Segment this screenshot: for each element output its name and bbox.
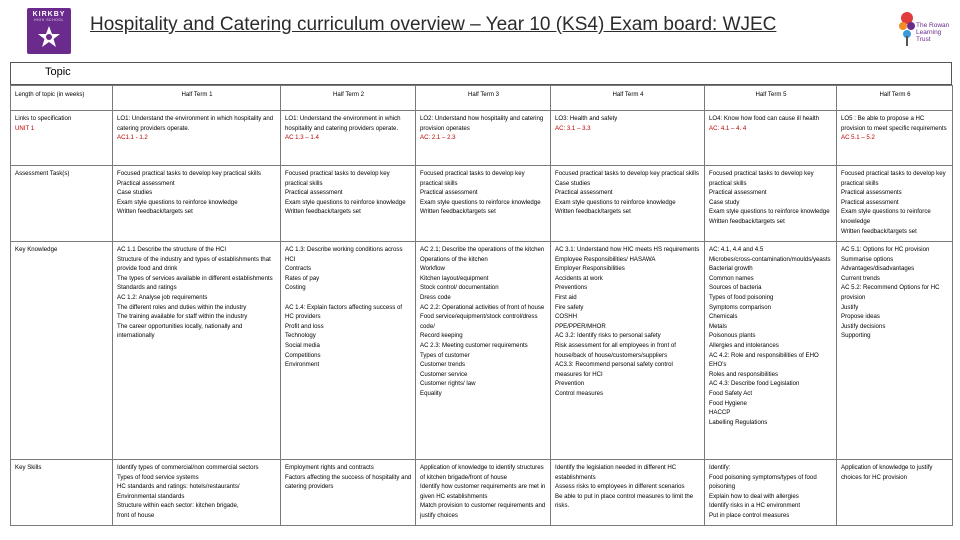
half-term-6-header: Half Term 6 — [837, 86, 953, 111]
table-cell: AC 1.3: Describe working conditions across HCI Contracts Rates of pay Costing AC 1.4: Explain factors affecting success of HC providers Profit and loss Technology Social media Competitions Environment — [281, 242, 416, 460]
half-term-4-header: Half Term 4 — [551, 86, 705, 111]
table-cell: AC 5.1: Options for HC provision Summarise options Advantages/disadvantages Current trends AC 5.2: Recommend Options for HC provision Justify Propose ideas Justify decisions Supporting — [837, 242, 953, 460]
specification-row — [11, 111, 953, 166]
cell-text: LO3: Health and safety — [555, 115, 618, 122]
table-cell: Application of knowledge to identify structures of kitchen brigade/front of house Identify how customer requirements are met in given HC establishments Match provision to customer requirements and justify choices — [416, 460, 551, 526]
row-label: Key Knowledge — [11, 242, 113, 460]
table-cell: Focused practical tasks to develop key practical skills Case studies Practical assessment Exam style questions to reinforce knowledge Written feedback/targets set — [551, 166, 705, 242]
assessment-criteria: AC: 2.1 – 2.3 — [420, 134, 456, 142]
cell-text: LO4: Know how food can cause ill health — [709, 115, 820, 122]
key-knowledge-row — [11, 242, 953, 460]
page-title: Hospitality and Catering curriculum overview – Year 10 (KS4) Exam board: WJEC — [90, 14, 777, 35]
topic-bar — [10, 62, 952, 85]
cell-text: LO1: Understand the environment in which hospitality and catering providers operate. — [117, 115, 274, 132]
school-logo — [27, 8, 71, 54]
school-logo-subtext: HIGH SCHOOL — [33, 18, 64, 22]
table-cell: Focused practical tasks to develop key practical skills Practical assessments Practical assessment Exam style questions to reinforce knowledge Written feedback/targets set — [837, 166, 953, 242]
star-icon — [36, 24, 62, 50]
table-cell — [113, 111, 281, 166]
assessment-criteria: AC: 4.1 – 4. 4 — [709, 124, 747, 132]
table-cell — [837, 111, 953, 166]
table-cell: AC 1.1 Describe the structure of the HCI Structure of the industry and types of establishments that provide food and drink The types of services available in different establishments Standards and ratings AC 1.2: Analyse job requirements The different roles and duties within the industry The training available for staff within the industry The career opportunities locally, nationally and internationally — [113, 242, 281, 460]
half-term-2-header: Half Term 2 — [281, 86, 416, 111]
table-cell: Identify the legislation needed in different HC establishments Assess risks to employees in different scenarios Be able to put in place control measures to limit the risks. — [551, 460, 705, 526]
trust-logo-text — [916, 22, 953, 43]
table-cell: AC 3.1: Understand how HIC meets HS requirements Employee Responsibilities/ HASAWA Employer Responsibilities Accidents at work Preventions First aid Fire safety COSHH PPE/PPER/MHOR AC 3.2: Identify risks to personal safety Risk assessment for all employees in front of house/back of house/customers/suppliers AC3.3: Recommend personal safety control measures for HCI Prevention Control measures — [551, 242, 705, 460]
row-label-text: Links to specification — [15, 115, 72, 122]
school-logo-text: KIRKBY — [32, 11, 66, 18]
table-cell: Identify: Food poisoning symptoms/types of food poisoning Explain how to deal with allergies Identify risks in a HC environment Put in place control measures — [705, 460, 837, 526]
table-cell: Focused practical tasks to develop key practical skills Practical assessment Exam style questions to reinforce knowledge Written feedback/targets set — [281, 166, 416, 242]
cell-text: LO1: Understand the environment in which hospitality and catering providers operate. — [285, 115, 401, 132]
table-cell: Employment rights and contracts Factors affecting the success of hospitality and catering providers — [281, 460, 416, 526]
row-label — [11, 111, 113, 166]
row-label: Assessment Task(s) — [11, 166, 113, 242]
row-label: Key Skills — [11, 460, 113, 526]
assessment-criteria: AC1.1 - 1.2 — [117, 134, 148, 142]
cell-text: LO2: Understand how hospitality and catering provision operates — [420, 115, 544, 132]
topic-label: Topic — [45, 66, 71, 78]
table-cell — [281, 111, 416, 166]
row-label: Length of topic (in weeks) — [11, 86, 113, 111]
trust-logo-line1: The Rowan — [916, 22, 950, 29]
table-cell: AC: 4.1, 4.4 and 4.5 Microbes/cross-contamination/moulds/yeasts Bacterial growth Common names Sources of bacteria Types of food poisoning Symptoms comparison Chemicals Metals Poisonous plants Allergies and intolerances AC 4.2: Role and responsibilities of EHO EHO's Roles and responsibilities AC 4.3: Describe food Legislation Food Safety Act Food Hygiene HACCP Labelling Regulations — [705, 242, 837, 460]
header-row — [11, 86, 953, 111]
cell-text: LO5 : Be able to propose a HC provision to meet specific requirements — [841, 115, 947, 132]
unit-label: UNIT 1 — [15, 124, 35, 132]
key-skills-row — [11, 460, 953, 526]
rowan-tree-icon — [897, 10, 917, 48]
half-term-5-header: Half Term 5 — [705, 86, 837, 111]
page-header — [0, 0, 960, 58]
table-cell — [416, 111, 551, 166]
trust-logo — [897, 10, 953, 50]
assessment-criteria: AC: 3.1 – 3.3 — [555, 124, 591, 132]
table-cell: Application of knowledge to justify choices for HC provision — [837, 460, 953, 526]
trust-logo-line2: Learning Trust — [916, 29, 942, 43]
table-cell: Focused practical tasks to develop key practical skills Practical assessment Case studies Exam style questions to reinforce knowledge Written feedback/targets set — [113, 166, 281, 242]
table-cell: Focused practical tasks to develop key practical skills Practical assessment Exam style questions to reinforce knowledge Written feedback/targets set — [416, 166, 551, 242]
assessment-criteria: AC 5.1 – 5.2 — [841, 134, 875, 142]
table-cell: Focused practical tasks to develop key practical skills Practical assessment Case study Exam style questions to reinforce knowledge Written feedback/targets set — [705, 166, 837, 242]
table-cell — [551, 111, 705, 166]
table-cell: Identify types of commercial/non commercial sectors Types of food service systems HC standards and ratings: hotels/restaurants/ Environmental standards Structure within each sector: kitchen brigade, front of house — [113, 460, 281, 526]
half-term-3-header: Half Term 3 — [416, 86, 551, 111]
table-cell: AC 2.1; Describe the operations of the kitchen Operations of the kitchen Workflow Kitchen layout/equipment Stock control/ documentation Dress code AC 2.2: Operational activities of front of house Food service/equipment/stock control/dress code/ Record keeping AC 2.3: Meeting customer requirements Types of customer Customer trends Customer service Customer rights/ law Equality — [416, 242, 551, 460]
assessment-criteria: AC 1.3 – 1.4 — [285, 134, 319, 142]
table-cell — [705, 111, 837, 166]
half-term-1-header: Half Term 1 — [113, 86, 281, 111]
assessment-row — [11, 166, 953, 242]
curriculum-table — [10, 85, 953, 526]
